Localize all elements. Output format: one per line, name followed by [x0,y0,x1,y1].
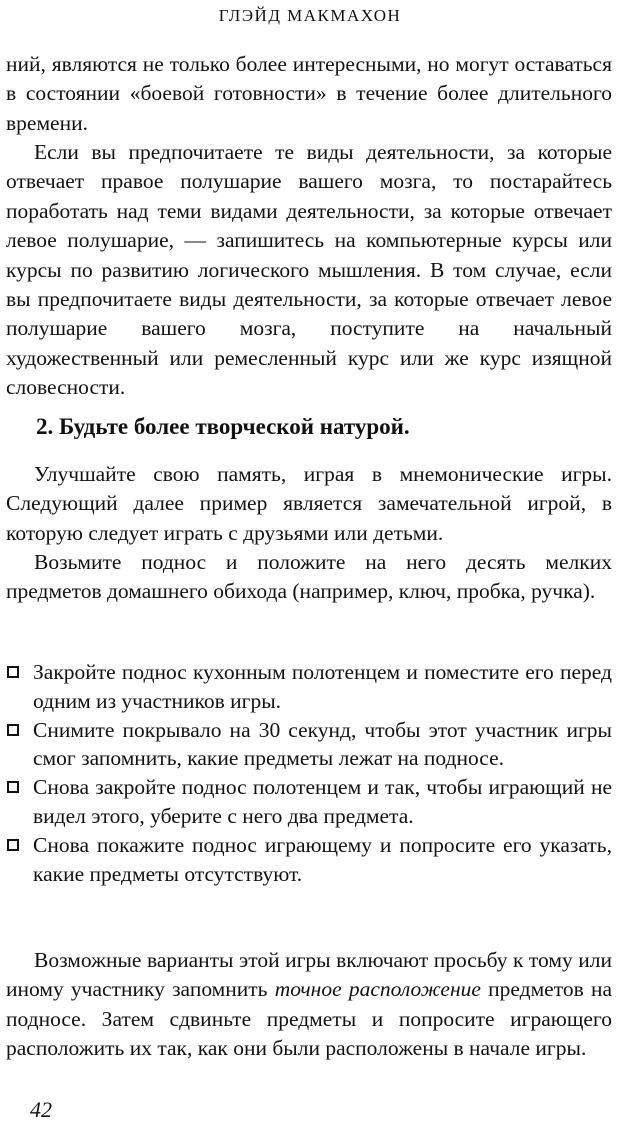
variants-text-end: предметов на подносе. Затем сдвиньте предметы и попросите играющего расположить их так, как они были расположены в начале игры. [6,977,612,1061]
list-item [6,831,612,889]
running-header: ГЛЭЙД МАКМАХОН [218,6,402,25]
checkbox-bullet-icon [7,839,19,851]
section-heading: 2. Будьте более творческой натурой. [36,414,410,439]
paragraph-continuation: ний, являются не только более интересными, но могут оставаться в состоянии «боевой готовности» в течение более длительного времени. [6,52,612,135]
list-item-text: Снимите покрывало на 30 секунд, чтобы этот участник игры смог запомнить, какие предметы лежат на подносе. [33,717,612,771]
list-item [6,658,612,716]
checkbox-bullet-icon [7,666,19,678]
variants-text-italic: точное расположение [274,977,481,1002]
checkbox-bullet-icon [7,724,19,736]
list-item-text: Снова закройте поднос полотенцем и так, чтобы играющий не видел этого, уберите с него два предмета. [33,775,612,828]
list-item-text: Снова покажите поднос играющему и попросите его указать, какие предметы отсутствуют. [33,832,612,886]
variants-text-start: Возможные варианты этой игры включают просьбу к тому или иному участнику запомнить [6,948,612,1002]
list-item [6,716,612,774]
paragraph-game-variants [6,946,612,1064]
paragraph-memory-games: Улучшайте свою память, играя в мнемонические игры. Следующий далее пример является замечательной игрой, в которую следует играть с друзьями или детьми. [6,462,612,545]
paragraph-tray-setup: Возьмите поднос и положите на него десять мелких предметов домашнего обихода (например, ключ, пробка, ручка). [6,550,612,604]
checkbox-bullet-icon [7,781,19,793]
paragraph-brain-hemispheres: Если вы предпочитаете те виды деятельности, за которые отвечает правое полушарие вашего мозга, то постарайтесь поработать над теми видами деятельности, за которые отвечает левое полушарие, — запишитесь на компьютерные курсы или курсы по развитию логического мышления. В том случае, если вы предпочитаете виды деятельности, за которые отвечает левое полушарие вашего мозга, поступите на начальный художественный или ремесленный курс или же курс изящной словесности. [6,140,612,400]
game-steps-list [6,658,612,888]
list-item [6,773,612,831]
page-number: 42 [30,1097,52,1122]
list-item-text: Закройте поднос кухонным полотенцем и поместите его перед одним из участников игры. [33,660,612,713]
